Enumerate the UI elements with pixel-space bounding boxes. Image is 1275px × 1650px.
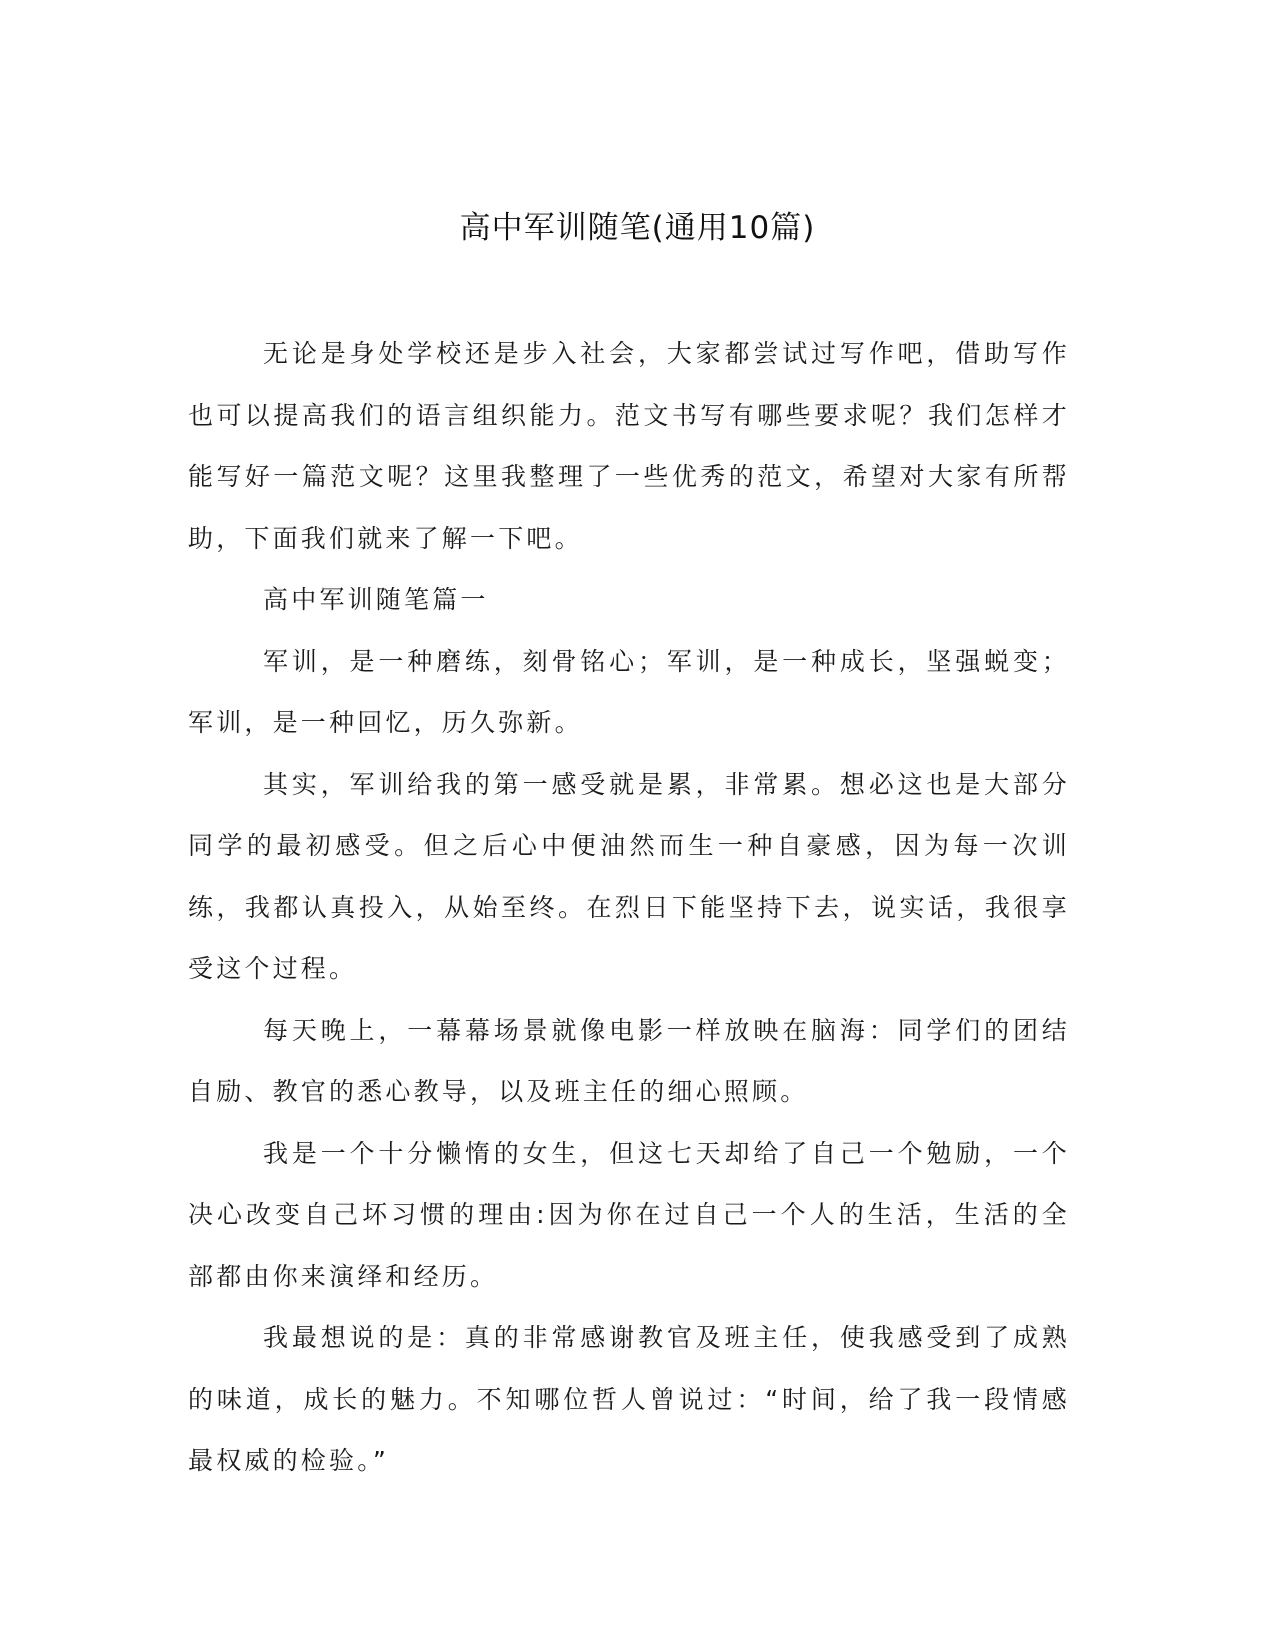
body-paragraph: 其实，军训给我的第一感受就是累，非常累。想必这也是大部分同学的最初感受。但之后心中便油然而生一种自豪感，因为每一次训练，我都认真投入，从始至终。在烈日下能坚持下去，说实话，我很享受这个过程。 [188,769,1070,983]
body-paragraph: 我是一个十分懒惰的女生，但这七天却给了自己一个勉励，一个决心改变自己坏习惯的理由:因为你在过自己一个人的生活，生活的全部都由你来演绎和经历。 [188,1138,1070,1291]
intro-paragraph: 无论是身处学校还是步入社会，大家都尝试过写作吧，借助写作也可以提高我们的语言组织能力。范文书写有哪些要求呢？我们怎样才能写好一篇范文呢？这里我整理了一些优秀的范文，希望对大家有所帮助，下面我们就来了解一下吧。 [188,339,1070,553]
body-paragraph: 我最想说的是：真的非常感谢教官及班主任，使我感受到了成熟的味道，成长的魅力。不知哪位哲人曾说过：“时间，给了我一段情感最权威的检验。” [188,1323,1070,1475]
body-paragraph: 军训，是一种磨练，刻骨铭心；军训，是一种成长，坚强蜕变；军训，是一种回忆，历久弥新。 [188,646,1070,737]
section-heading: 高中军训随笔篇一 [263,585,489,614]
document-body [188,323,1070,1492]
document-title: 高中军训随笔(通用10篇) [459,210,816,246]
body-paragraph: 每天晚上，一幕幕场景就像电影一样放映在脑海：同学们的团结自励、教官的悉心教导，以及班主任的细心照顾。 [188,1015,1070,1106]
